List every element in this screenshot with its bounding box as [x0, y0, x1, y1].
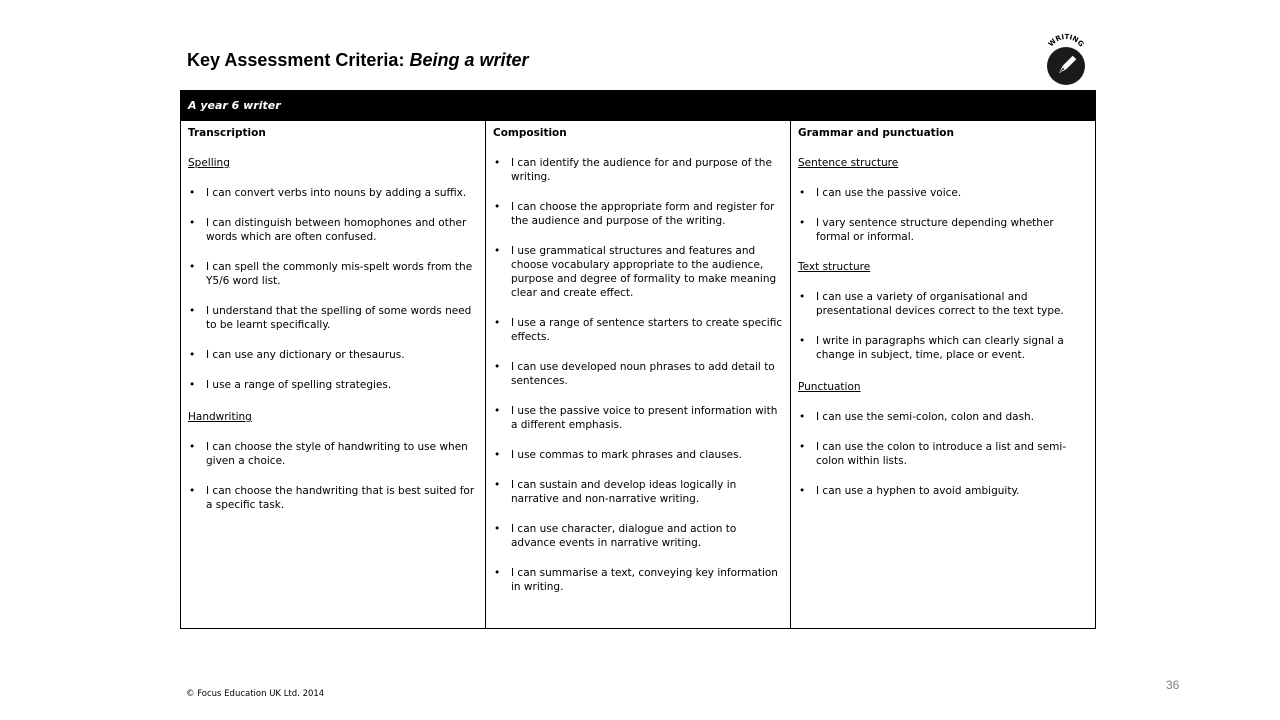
list-item: • I can spell the commonly mis-spelt words from the Y5/6 word list. — [188, 260, 478, 288]
list-item: • I can distinguish between homophones and other words which are often confused. — [188, 216, 478, 244]
list-item: • I use commas to mark phrases and clauses. — [493, 448, 783, 462]
punctuation-heading: Punctuation — [798, 381, 861, 393]
list-item: • I vary sentence structure depending whether formal or informal. — [798, 216, 1088, 244]
title-main: Key Assessment Criteria: — [187, 50, 405, 70]
page-title — [187, 50, 528, 71]
list-item: • I use a range of spelling strategies. — [188, 378, 478, 392]
criteria-table — [180, 90, 1096, 629]
handwriting-list — [188, 440, 478, 512]
list-item: • I can use developed noun phrases to add detail to sentences. — [493, 360, 783, 388]
spelling-list — [188, 186, 478, 392]
column-title: Grammar and punctuation — [798, 127, 954, 139]
list-item: • I can convert verbs into nouns by adding a suffix. — [188, 186, 478, 200]
list-item: • I can choose the style of handwriting to use when given a choice. — [188, 440, 478, 468]
text-structure-heading: Text structure — [798, 261, 871, 273]
text-list — [798, 290, 1088, 362]
list-item: • I can sustain and develop ideas logically in narrative and non-narrative writing. — [493, 478, 783, 506]
spelling-heading: Spelling — [188, 157, 230, 169]
writing-pen-icon — [1040, 32, 1092, 86]
list-item: • I use a range of sentence starters to create specific effects. — [493, 316, 783, 344]
composition-column — [486, 121, 791, 628]
list-item: • I use the passive voice to present information with a different emphasis. — [493, 404, 783, 432]
list-item: • I can use character, dialogue and action to advance events in narrative writing. — [493, 522, 783, 550]
list-item: • I can use the passive voice. — [798, 186, 1088, 200]
list-item: • I can use a variety of organisational and presentational devices correct to the text type. — [798, 290, 1088, 318]
logo-text: WRITING — [1046, 32, 1086, 49]
list-item: • I use grammatical structures and features and choose vocabulary appropriate to the audience, purpose and degree of formality to make meaning clear and create effect. — [493, 244, 783, 300]
list-item: • I write in paragraphs which can clearly signal a change in subject, time, place or event. — [798, 334, 1088, 362]
copyright-footer: © Focus Education UK Ltd. 2014 — [186, 689, 325, 699]
list-item: • I can use the colon to introduce a list and semi-colon within lists. — [798, 440, 1088, 468]
list-item: • I can choose the appropriate form and register for the audience and purpose of the writing. — [493, 200, 783, 228]
list-item: • I can identify the audience for and purpose of the writing. — [493, 156, 783, 184]
list-item: • I can use a hyphen to avoid ambiguity. — [798, 484, 1088, 498]
list-item: • I can choose the handwriting that is best suited for a specific task. — [188, 484, 478, 512]
list-item: • I can summarise a text, conveying key information in writing. — [493, 566, 783, 594]
title-italic: Being a writer — [409, 50, 529, 70]
column-title: Transcription — [188, 127, 266, 139]
list-item: • I can use the semi-colon, colon and dash. — [798, 410, 1088, 424]
composition-list — [493, 156, 783, 594]
table-header: A year 6 writer — [181, 91, 1095, 121]
svg-text:WRITING — [1047, 33, 1086, 49]
transcription-column — [181, 121, 486, 628]
handwriting-heading: Handwriting — [188, 411, 252, 423]
page-number: 36 — [1166, 678, 1180, 692]
punctuation-list — [798, 410, 1088, 498]
sentence-list — [798, 186, 1088, 244]
column-title: Composition — [493, 127, 567, 139]
sentence-structure-heading: Sentence structure — [798, 157, 899, 169]
list-item: • I understand that the spelling of some words need to be learnt specifically. — [188, 304, 478, 332]
grammar-column — [791, 121, 1095, 628]
writing-logo — [1040, 32, 1092, 86]
list-item: • I can use any dictionary or thesaurus. — [188, 348, 478, 362]
